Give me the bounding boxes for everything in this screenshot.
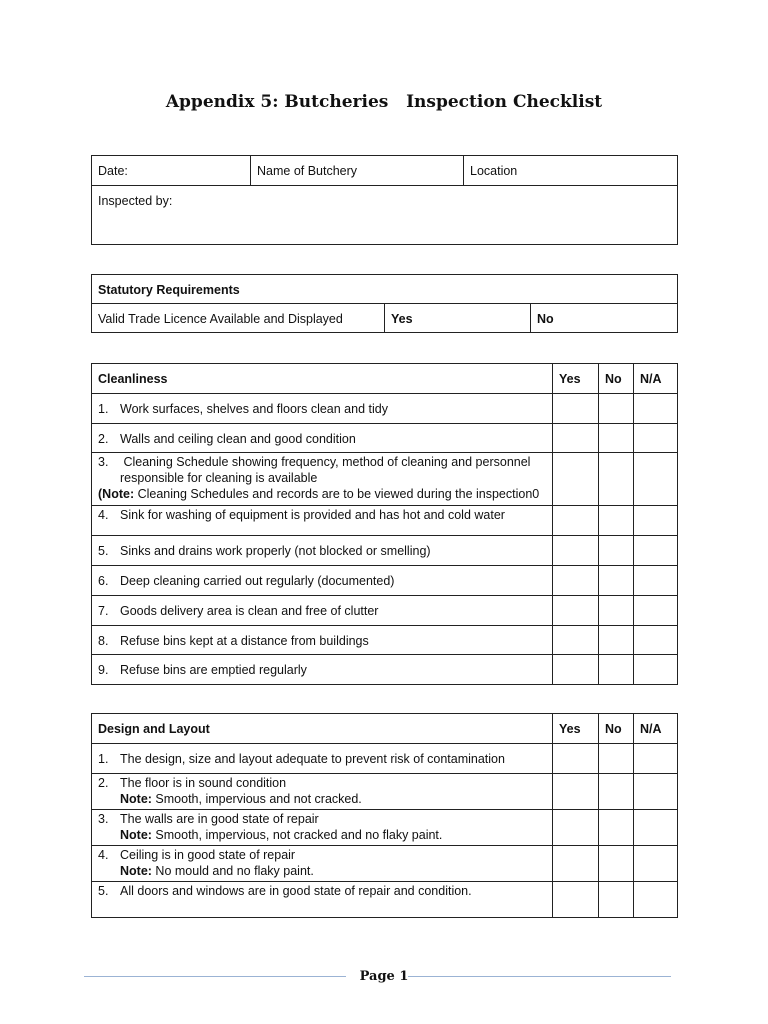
design-header: Design and Layout: [98, 722, 210, 736]
col-yes-header: Yes: [559, 722, 581, 736]
checklist-item: 8. Refuse bins kept at a distance from buildings: [98, 633, 369, 648]
cleanliness-table: [91, 363, 678, 685]
col-na-header: N/A: [640, 372, 662, 386]
na-checkbox-cell[interactable]: [634, 393, 678, 423]
yes-checkbox-cell[interactable]: [553, 881, 599, 917]
checklist-row: [92, 393, 678, 423]
checklist-row: [92, 625, 678, 655]
no-checkbox-cell[interactable]: [599, 423, 634, 453]
page-title: Appendix 5: Butcheries Inspection Checklist: [165, 92, 603, 112]
col-yes-header: Yes: [559, 372, 581, 386]
no-label: No: [537, 312, 554, 326]
na-checkbox-cell[interactable]: [634, 423, 678, 453]
na-checkbox-cell[interactable]: [634, 625, 678, 655]
na-checkbox-cell[interactable]: [634, 595, 678, 625]
checklist-row: [92, 453, 678, 506]
col-no-header: No: [605, 372, 622, 386]
checklist-item: 1. Work surfaces, shelves and floors clean and tidy: [98, 401, 388, 416]
na-checkbox-cell[interactable]: [634, 506, 678, 536]
trade-licence-no-cell[interactable]: [531, 304, 678, 333]
no-checkbox-cell[interactable]: [599, 809, 634, 845]
inspected-by-cell[interactable]: [92, 186, 678, 245]
checklist-row: [92, 655, 678, 685]
na-checkbox-cell[interactable]: [634, 536, 678, 566]
na-checkbox-cell[interactable]: [634, 565, 678, 595]
checklist-item: 5. All doors and windows are in good state of repair and condition.: [98, 883, 472, 898]
col-no-header: No: [605, 722, 622, 736]
no-checkbox-cell[interactable]: [599, 625, 634, 655]
no-checkbox-cell[interactable]: [599, 536, 634, 566]
date-cell[interactable]: [92, 156, 251, 186]
yes-label: Yes: [391, 312, 413, 326]
trade-licence-item: Valid Trade Licence Available and Displayed: [98, 312, 343, 326]
checklist-row: [92, 773, 678, 809]
checklist-item: 3. Cleaning Schedule showing frequency, method of cleaning and personnel responsible for cleaning is available (Note: Cleaning Schedules and records are to be viewed during the inspection0: [98, 455, 540, 501]
checklist-item: 5. Sinks and drains work properly (not blocked or smelling): [98, 544, 431, 559]
col-na-header: N/A: [640, 722, 662, 736]
butchery-name-label: Name of Butchery: [257, 164, 358, 178]
checklist-row: [92, 809, 678, 845]
checklist-row: [92, 743, 678, 773]
no-checkbox-cell[interactable]: [599, 565, 634, 595]
checklist-item: 2. Walls and ceiling clean and good condition: [98, 431, 356, 446]
yes-checkbox-cell[interactable]: [553, 565, 599, 595]
location-cell[interactable]: [464, 156, 678, 186]
na-checkbox-cell[interactable]: [634, 881, 678, 917]
na-checkbox-cell[interactable]: [634, 655, 678, 685]
no-checkbox-cell[interactable]: [599, 655, 634, 685]
no-checkbox-cell[interactable]: [599, 506, 634, 536]
no-checkbox-cell[interactable]: [599, 881, 634, 917]
na-checkbox-cell[interactable]: [634, 453, 678, 506]
checklist-row: [92, 506, 678, 536]
inspection-info-table: [91, 155, 678, 245]
na-checkbox-cell[interactable]: [634, 845, 678, 881]
yes-checkbox-cell[interactable]: [553, 536, 599, 566]
yes-checkbox-cell[interactable]: [553, 773, 599, 809]
statutory-requirements-table: [91, 274, 678, 333]
checklist-item: 9. Refuse bins are emptied regularly: [98, 663, 307, 678]
checklist-item: 4. Sink for washing of equipment is provided and has hot and cold water: [98, 508, 505, 523]
na-checkbox-cell[interactable]: [634, 773, 678, 809]
checklist-row: [92, 423, 678, 453]
yes-checkbox-cell[interactable]: [553, 453, 599, 506]
no-checkbox-cell[interactable]: [599, 773, 634, 809]
butchery-name-cell[interactable]: [251, 156, 464, 186]
yes-checkbox-cell[interactable]: [553, 809, 599, 845]
checklist-row: [92, 536, 678, 566]
no-checkbox-cell[interactable]: [599, 595, 634, 625]
checklist-item: 6. Deep cleaning carried out regularly (documented): [98, 573, 395, 588]
no-checkbox-cell[interactable]: [599, 393, 634, 423]
checklist-item: 7. Goods delivery area is clean and free of clutter: [98, 603, 379, 618]
checklist-item: 4. Ceiling is in good state of repair Note: No mould and no flaky paint.: [98, 847, 314, 878]
yes-checkbox-cell[interactable]: [553, 595, 599, 625]
no-checkbox-cell[interactable]: [599, 845, 634, 881]
cleanliness-header: Cleanliness: [98, 372, 168, 386]
no-checkbox-cell[interactable]: [599, 743, 634, 773]
yes-checkbox-cell[interactable]: [553, 625, 599, 655]
na-checkbox-cell[interactable]: [634, 743, 678, 773]
design-layout-table: [91, 713, 678, 918]
page-number: Page 1: [359, 969, 409, 984]
location-label: Location: [470, 164, 518, 178]
na-checkbox-cell[interactable]: [634, 809, 678, 845]
yes-checkbox-cell[interactable]: [553, 845, 599, 881]
checklist-item: 2. The floor is in sound condition Note: Smooth, impervious and not cracked.: [98, 775, 362, 806]
checklist-item: 1. The design, size and layout adequate to prevent risk of contamination: [98, 751, 505, 766]
checklist-row: [92, 565, 678, 595]
checklist-row: [92, 595, 678, 625]
yes-checkbox-cell[interactable]: [553, 743, 599, 773]
yes-checkbox-cell[interactable]: [553, 506, 599, 536]
checklist-row: [92, 845, 678, 881]
checklist-item: 3. The walls are in good state of repair Note: Smooth, impervious, not cracked and no flaky paint.: [98, 811, 443, 842]
date-label: Date:: [98, 164, 128, 178]
checklist-row: [92, 881, 678, 917]
yes-checkbox-cell[interactable]: [553, 655, 599, 685]
trade-licence-yes-cell[interactable]: [385, 304, 531, 333]
yes-checkbox-cell[interactable]: [553, 423, 599, 453]
no-checkbox-cell[interactable]: [599, 453, 634, 506]
statutory-header: Statutory Requirements: [98, 283, 240, 297]
yes-checkbox-cell[interactable]: [553, 393, 599, 423]
inspected-by-label: Inspected by:: [98, 194, 173, 208]
